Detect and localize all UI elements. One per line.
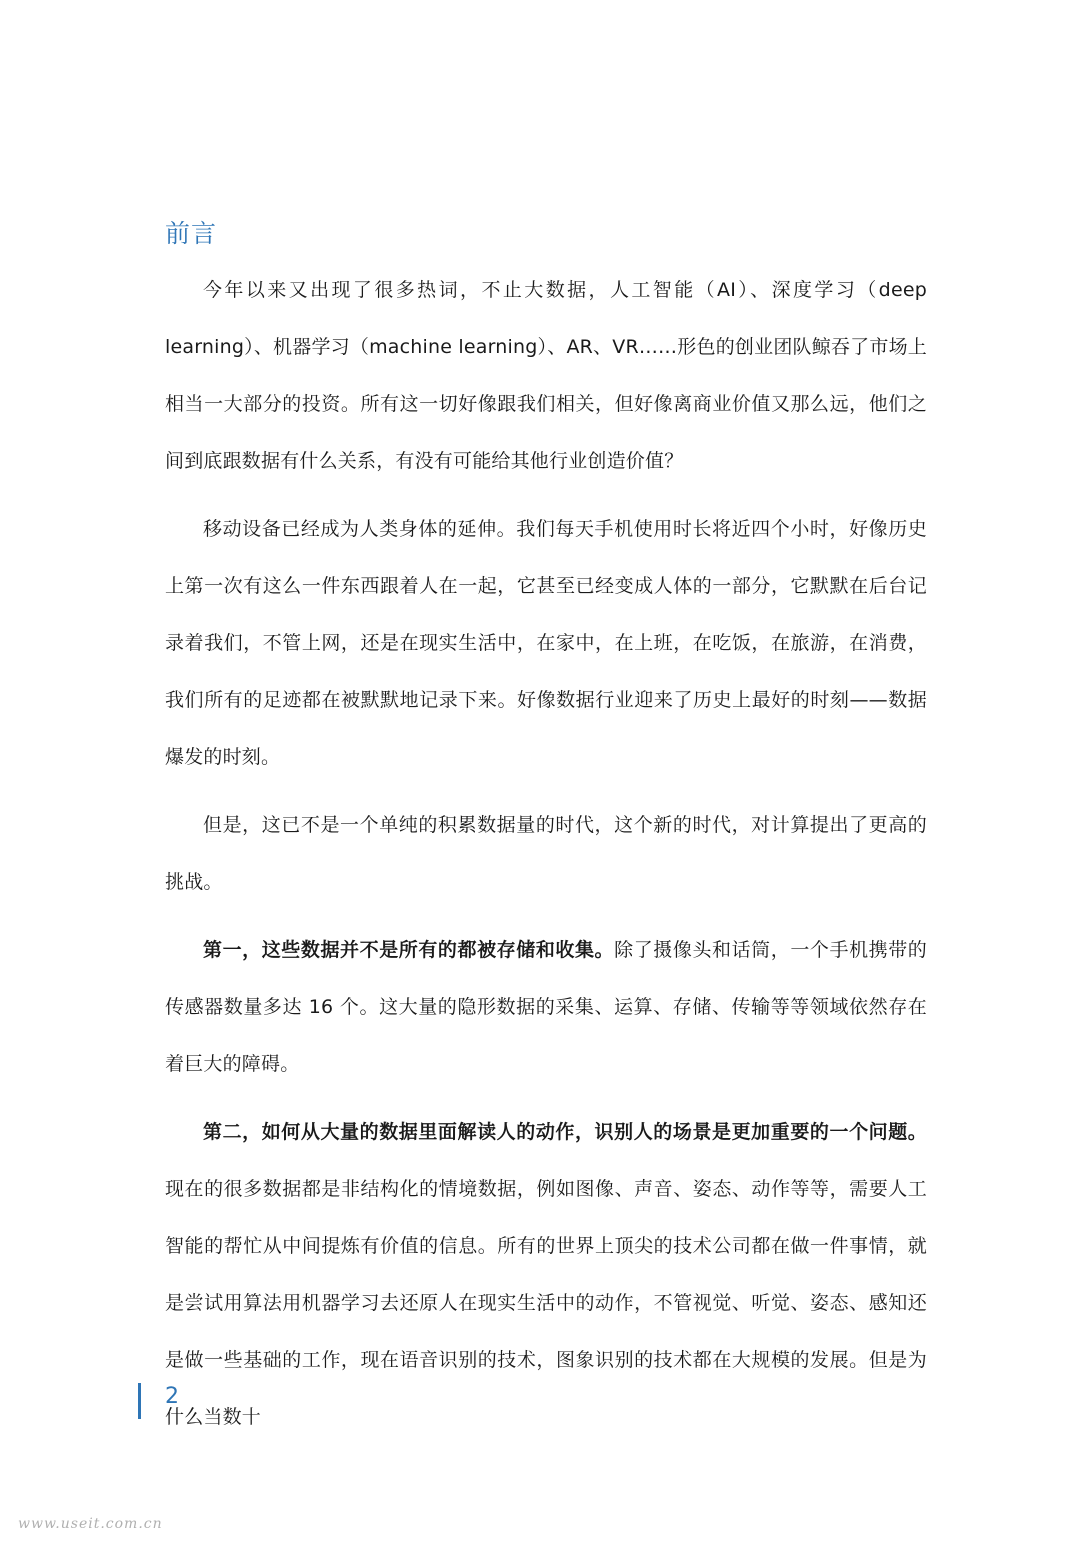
page-title: 前言 xyxy=(165,219,218,248)
paragraph-text: 移动设备已经成为人类身体的延伸。我们每天手机使用时长将近四个小时，好像历史上第一次有这么一件东西跟着人在一起，它甚至已经变成人体的一部分，它默默在后台记录着我们，不管上网，还是在现实生活中，在家中，在上班，在吃饭，在旅游，在消费，我们所有的足迹都在被默默地记录下来。好像数据行业迎来了历史上最好的时刻——数据爆发的时刻。 xyxy=(165,518,927,768)
paragraph-bold-lead: 第一，这些数据并不是所有的都被存储和收集。 xyxy=(203,939,615,961)
paragraph-text: 但是，这已不是一个单纯的积累数据量的时代，这个新的时代，对计算提出了更高的挑战。 xyxy=(165,814,927,893)
paragraph-2 xyxy=(165,501,927,786)
paragraph-1 xyxy=(165,262,927,490)
body-text xyxy=(165,262,927,1457)
watermark: www.useit.com.cn xyxy=(18,1516,163,1532)
paragraph-4 xyxy=(165,922,927,1093)
paragraph-text: 现在的很多数据都是非结构化的情境数据，例如图像、声音、姿态、动作等等，需要人工智能的帮忙从中间提炼有价值的信息。所有的世界上顶尖的技术公司都在做一件事情，就是尝试用算法用机器学习去还原人在现实生活中的动作，不管视觉、听觉、姿态、感知还是做一些基础的工作，现在语音识别的技术，图象识别的技术都在大规模的发展。但是为什么当数十 xyxy=(165,1178,927,1428)
paragraph-text: 今年以来又出现了很多热词，不止大数据，人工智能（AI）、深度学习（deep learning）、机器学习（machine learning）、AR、VR……形色的创业团队鲸吞了市场上相当一大部分的投资。所有这一切好像跟我们相关，但好像离商业价值又那么远，他们之间到底跟数据有什么关系，有没有可能给其他行业创造价值？ xyxy=(165,279,927,472)
page-number: 2 xyxy=(165,1384,179,1409)
paragraph-3 xyxy=(165,797,927,911)
paragraph-text: 除了摄像头和话筒，一个手机携带的传感器数量多达 16 个。这大量的隐形数据的采集、运算、存储、传输等等领域依然存在着巨大的障碍。 xyxy=(165,939,928,1075)
footer-accent-bar xyxy=(138,1383,141,1419)
paragraph-5 xyxy=(165,1104,927,1446)
paragraph-bold-lead: 第二，如何从大量的数据里面解读人的动作，识别人的场景是更加重要的一个问题。 xyxy=(203,1121,927,1143)
